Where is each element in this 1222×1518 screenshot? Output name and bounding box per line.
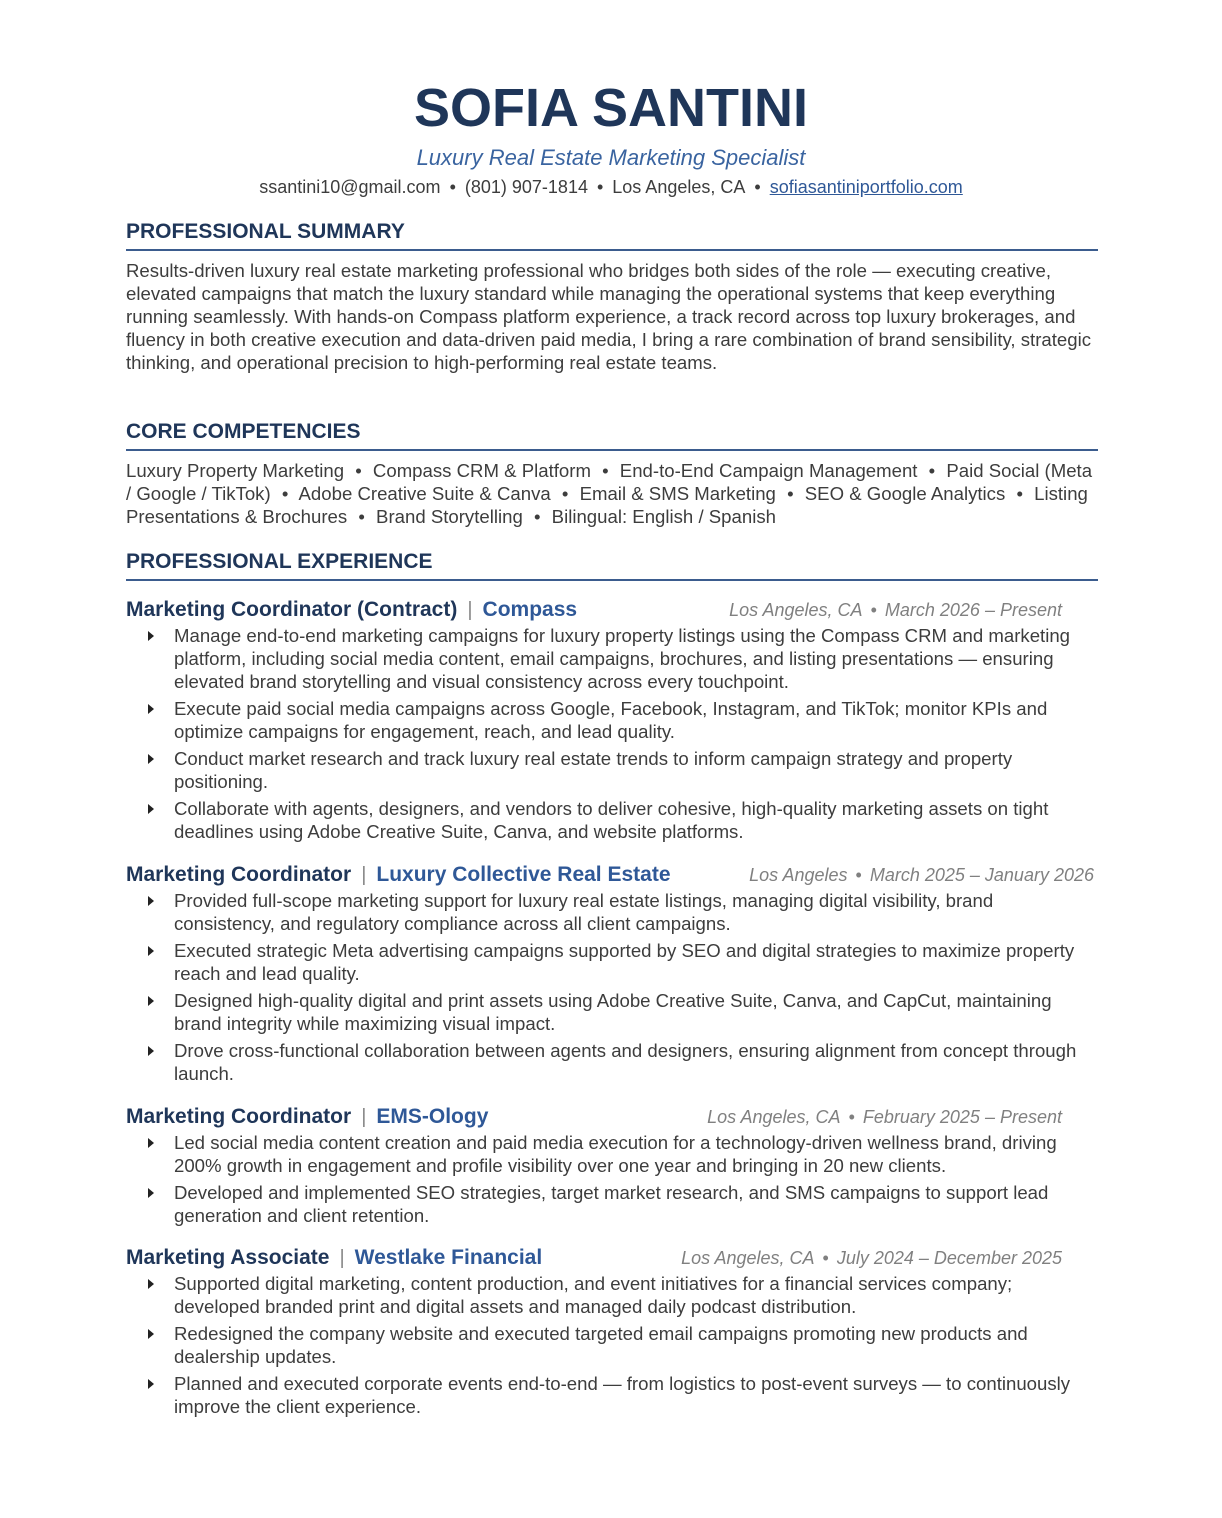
job-location: Los Angeles, CA xyxy=(681,1248,815,1268)
bullet-arrow-icon xyxy=(148,631,154,641)
job-bullet xyxy=(126,1039,1098,1085)
meta-separator: • xyxy=(822,1248,829,1268)
job-title: Marketing Coordinator (Contract) xyxy=(126,598,458,621)
job-meta xyxy=(681,1244,1062,1272)
bullet-arrow-icon xyxy=(148,754,154,764)
bullet-text: Led social media content creation and paid media execution for a technology-driven wellness brand, driving 200% growth in engagement and profile visibility over one year and bringing in 20 new clients. xyxy=(174,1132,1057,1176)
job-bullet xyxy=(126,797,1098,843)
bullet-arrow-icon xyxy=(148,704,154,714)
bullet-text: Designed high-quality digital and print assets using Adobe Creative Suite, Canva, and CapCut, maintaining brand integrity while maximizing visual impact. xyxy=(174,990,1052,1034)
job-entry xyxy=(126,861,1098,1089)
bullet-text: Conduct market research and track luxury real estate trends to inform campaign strategy and property positioning. xyxy=(174,748,1013,792)
job-divider: | xyxy=(361,864,367,886)
job-company: Luxury Collective Real Estate xyxy=(376,863,671,886)
competency-separator: • xyxy=(928,460,936,481)
job-entry xyxy=(126,596,1098,847)
competency-separator: • xyxy=(355,460,362,481)
bullet-text: Developed and implemented SEO strategies, target market research, and SMS campaigns to support lead generation and client retention. xyxy=(174,1182,1049,1226)
job-entry xyxy=(126,1244,1098,1422)
job-meta xyxy=(729,596,1062,624)
competencies-section xyxy=(126,419,1098,528)
job-bullet xyxy=(126,1272,1098,1318)
meta-separator: • xyxy=(848,1107,855,1127)
bullet-text: Executed strategic Meta advertising campaigns supported by SEO and digital strategies to maximize property reach and lead quality. xyxy=(174,940,1075,984)
job-header xyxy=(126,596,1098,624)
contact-location: Los Angeles, CA xyxy=(612,177,746,197)
job-header xyxy=(126,861,1098,889)
job-bullet xyxy=(126,939,1098,985)
bullet-text: Manage end-to-end marketing campaigns for luxury property listings using the Compass CRM and marketing platform, including social media content, email campaigns, brochures, and listing presentations — ensuring elevated brand storytelling and visual consistency across every touchpoint. xyxy=(174,625,1071,692)
job-bullet xyxy=(126,697,1098,743)
job-bullet xyxy=(126,889,1098,935)
job-location: Los Angeles xyxy=(749,865,848,885)
candidate-tagline: Luxury Real Estate Marketing Specialist xyxy=(416,145,806,170)
bullet-arrow-icon xyxy=(148,946,154,956)
job-bullet xyxy=(126,747,1098,793)
job-bullet xyxy=(126,624,1098,693)
experience-heading: PROFESSIONAL EXPERIENCE xyxy=(126,549,1098,581)
bullet-text: Drove cross-functional collaboration between agents and designers, ensuring alignment from concept through launch. xyxy=(174,1040,1077,1084)
meta-separator: • xyxy=(870,600,877,620)
bullet-arrow-icon xyxy=(148,1188,154,1198)
bullet-arrow-icon xyxy=(148,1279,154,1289)
bullet-text: Planned and executed corporate events end-to-end — from logistics to post-event surveys — to continuously improve the client experience. xyxy=(174,1373,1071,1417)
competency-item: Listing Presentations & Brochures xyxy=(126,483,1088,527)
competency-item: Compass CRM & Platform xyxy=(372,460,591,481)
competency-separator: • xyxy=(358,506,365,527)
competency-separator: • xyxy=(602,460,609,481)
competency-item: Email & SMS Marketing xyxy=(579,483,776,504)
job-dates: July 2024 – December 2025 xyxy=(836,1248,1062,1268)
competencies-list xyxy=(126,459,1098,528)
contact-separator: • xyxy=(596,177,604,197)
contact-separator: • xyxy=(754,177,761,197)
competency-separator: • xyxy=(561,483,569,504)
competency-item: Luxury Property Marketing xyxy=(126,460,345,481)
job-dates: March 2026 – Present xyxy=(884,600,1062,620)
competency-item: SEO & Google Analytics xyxy=(804,483,1006,504)
competency-separator: • xyxy=(281,483,289,504)
job-bullets xyxy=(126,1131,1098,1227)
job-company: Westlake Financial xyxy=(354,1246,543,1269)
job-meta xyxy=(749,861,1094,889)
job-dates: February 2025 – Present xyxy=(862,1107,1062,1127)
job-bullet xyxy=(126,1372,1098,1418)
job-title: Marketing Associate xyxy=(126,1246,330,1269)
competency-item: Bilingual: English / Spanish xyxy=(551,506,776,527)
job-bullet xyxy=(126,989,1098,1035)
contact-separator: • xyxy=(449,177,456,197)
job-header xyxy=(126,1103,1098,1131)
candidate-name: SOFIA SANTINI xyxy=(413,78,808,138)
job-bullet xyxy=(126,1322,1098,1368)
job-location: Los Angeles, CA xyxy=(729,600,863,620)
competency-item: Brand Storytelling xyxy=(376,506,523,527)
job-meta xyxy=(707,1103,1062,1131)
job-title: Marketing Coordinator xyxy=(126,863,352,886)
competency-separator: • xyxy=(787,483,794,504)
job-divider: | xyxy=(467,599,473,621)
job-company: Compass xyxy=(482,598,578,621)
bullet-text: Collaborate with agents, designers, and vendors to deliver cohesive, high-quality marketing assets on tight deadlines using Adobe Creative Suite, Canva, and website platforms. xyxy=(174,798,1049,842)
job-company: EMS-Ology xyxy=(376,1105,489,1128)
job-dates: March 2025 – January 2026 xyxy=(869,865,1094,885)
bullet-arrow-icon xyxy=(148,996,154,1006)
summary-text: Results-driven luxury real estate marketing professional who bridges both sides of the role — executing creative, elevated campaigns that match the luxury standard while managing the operational systems that keep everything running seamlessly. With hands-on Compass platform experience, a track record across top luxury brokerages, and fluency in both creative execution and data-driven paid media, I bring a rare combination of brand sensibility, strategic thinking, and operational precision to high-performing real estate teams. xyxy=(126,260,1092,373)
job-bullets xyxy=(126,624,1098,843)
bullet-arrow-icon xyxy=(148,804,154,814)
job-header xyxy=(126,1244,1098,1272)
bullet-arrow-icon xyxy=(148,1138,154,1148)
job-divider: | xyxy=(339,1247,345,1269)
competency-item: End-to-End Campaign Management xyxy=(619,460,918,481)
contact-email: ssantini10@gmail.com xyxy=(259,177,441,197)
bullet-arrow-icon xyxy=(148,896,154,906)
bullet-text: Execute paid social media campaigns across Google, Facebook, Instagram, and TikTok; monitor KPIs and optimize campaigns for engagement, reach, and lead quality. xyxy=(174,698,1048,742)
bullet-arrow-icon xyxy=(148,1046,154,1056)
bullet-arrow-icon xyxy=(148,1379,154,1389)
resume-header xyxy=(0,0,1222,199)
bullet-text: Provided full-scope marketing support for luxury real estate listings, managing digital visibility, brand consistency, and regulatory compliance across all client campaigns. xyxy=(174,890,994,934)
competency-separator: • xyxy=(533,506,541,527)
meta-separator: • xyxy=(855,865,862,885)
job-bullet xyxy=(126,1181,1098,1227)
bullet-arrow-icon xyxy=(148,1329,154,1339)
competencies-heading: CORE COMPETENCIES xyxy=(126,419,1098,451)
contact-line xyxy=(0,175,1222,199)
bullet-text: Supported digital marketing, content production, and event initiatives for a financial services company; developed branded print and digital assets and managed daily podcast distribution. xyxy=(174,1273,1013,1317)
summary-heading: PROFESSIONAL SUMMARY xyxy=(126,219,1098,251)
job-title: Marketing Coordinator xyxy=(126,1105,352,1128)
summary-section xyxy=(126,219,1098,374)
job-bullets xyxy=(126,1272,1098,1418)
portfolio-link[interactable]: sofiasantiniportfolio.com xyxy=(769,177,963,197)
bullet-text: Redesigned the company website and executed targeted email campaigns promoting new products and dealership updates. xyxy=(174,1323,1028,1367)
job-bullets xyxy=(126,889,1098,1085)
job-location: Los Angeles, CA xyxy=(707,1107,841,1127)
job-bullet xyxy=(126,1131,1098,1177)
competency-separator: • xyxy=(1016,483,1023,504)
competency-item: Paid Social (Meta / Google / TikTok) xyxy=(126,460,1093,504)
job-entry xyxy=(126,1103,1098,1231)
experience-section xyxy=(126,549,1098,1417)
competency-item: Adobe Creative Suite & Canva xyxy=(298,483,551,504)
job-divider: | xyxy=(361,1106,367,1128)
contact-phone: (801) 907-1814 xyxy=(464,177,588,197)
